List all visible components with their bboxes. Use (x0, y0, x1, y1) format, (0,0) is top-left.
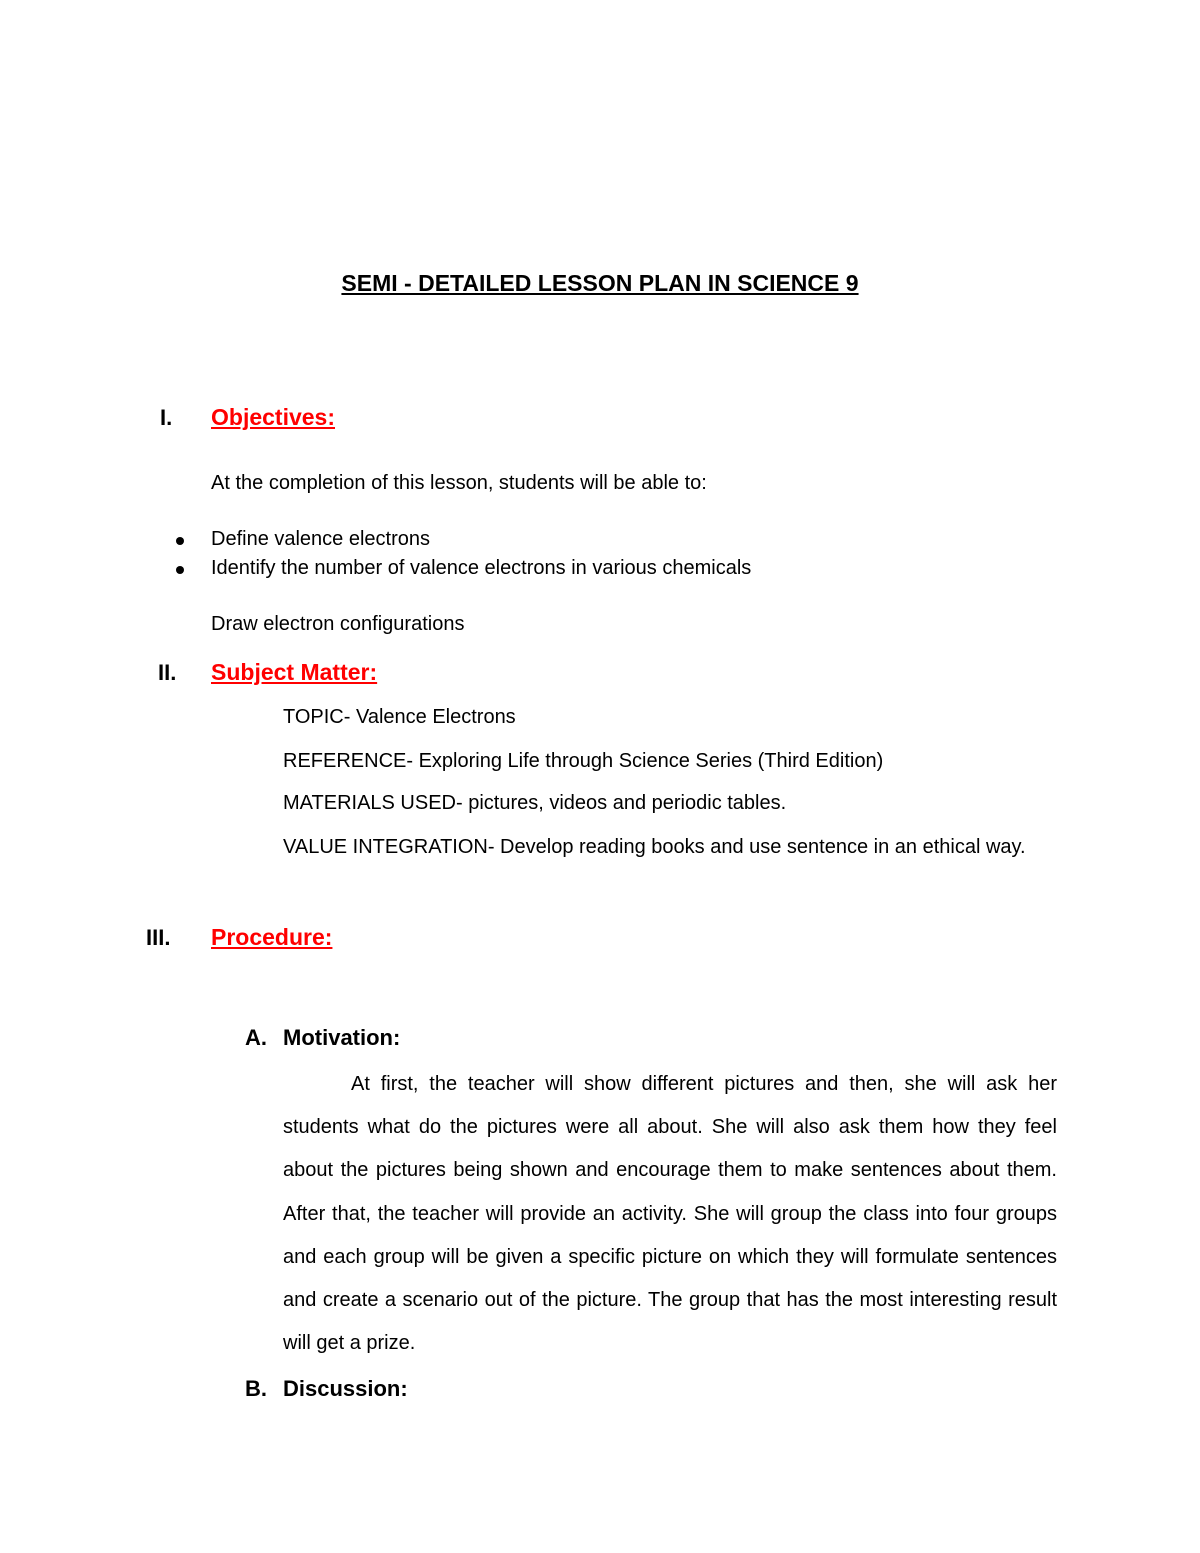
objective-item: Define valence electrons (211, 528, 431, 550)
objectives-heading: Objectives: (211, 404, 335, 430)
subject-matter-materials: MATERIALS USED- pictures, videos and periodic tables. (283, 792, 787, 814)
motivation-letter: A. (245, 1025, 267, 1050)
discussion-heading: Discussion: (283, 1376, 408, 1401)
section-numeral-procedure: III. (146, 925, 171, 950)
bullet-icon (176, 566, 184, 574)
subject-matter-reference: REFERENCE- Exploring Life through Science Series (Third Edition) (283, 750, 884, 772)
discussion-letter: B. (245, 1376, 267, 1401)
procedure-heading: Procedure: (211, 924, 333, 950)
subject-matter-topic: TOPIC- Valence Electrons (283, 706, 516, 728)
motivation-heading: Motivation: (283, 1025, 401, 1050)
bullet-icon (176, 537, 184, 545)
section-numeral-objectives: I. (160, 405, 173, 430)
document-title: SEMI - DETAILED LESSON PLAN IN SCIENCE 9 (341, 270, 859, 296)
motivation-paragraph-text: At first, the teacher will show different pictures and then, she will ask her students what do the pictures were all about. She will also ask them how they feel about the pictures being shown and encourage them to make sentences about them. After that, the teacher will provide an activity. She will group the class into four groups and each group will be given a specific picture on which they will formulate sentences and create a scenario out of the picture. The group that has the most interesting result will get a prize. (283, 1073, 1057, 1355)
objectives-intro: At the completion of this lesson, students will be able to: (211, 472, 707, 494)
subject-matter-heading: Subject Matter: (211, 659, 378, 685)
section-numeral-subject-matter: II. (158, 660, 177, 685)
motivation-paragraph (283, 1063, 1057, 1365)
objective-item: Identify the number of valence electrons in various chemicals (211, 557, 752, 579)
objective-extra: Draw electron configurations (211, 613, 465, 635)
subject-matter-value-integration: VALUE INTEGRATION- Develop reading books and use sentence in an ethical way. (283, 836, 1026, 858)
